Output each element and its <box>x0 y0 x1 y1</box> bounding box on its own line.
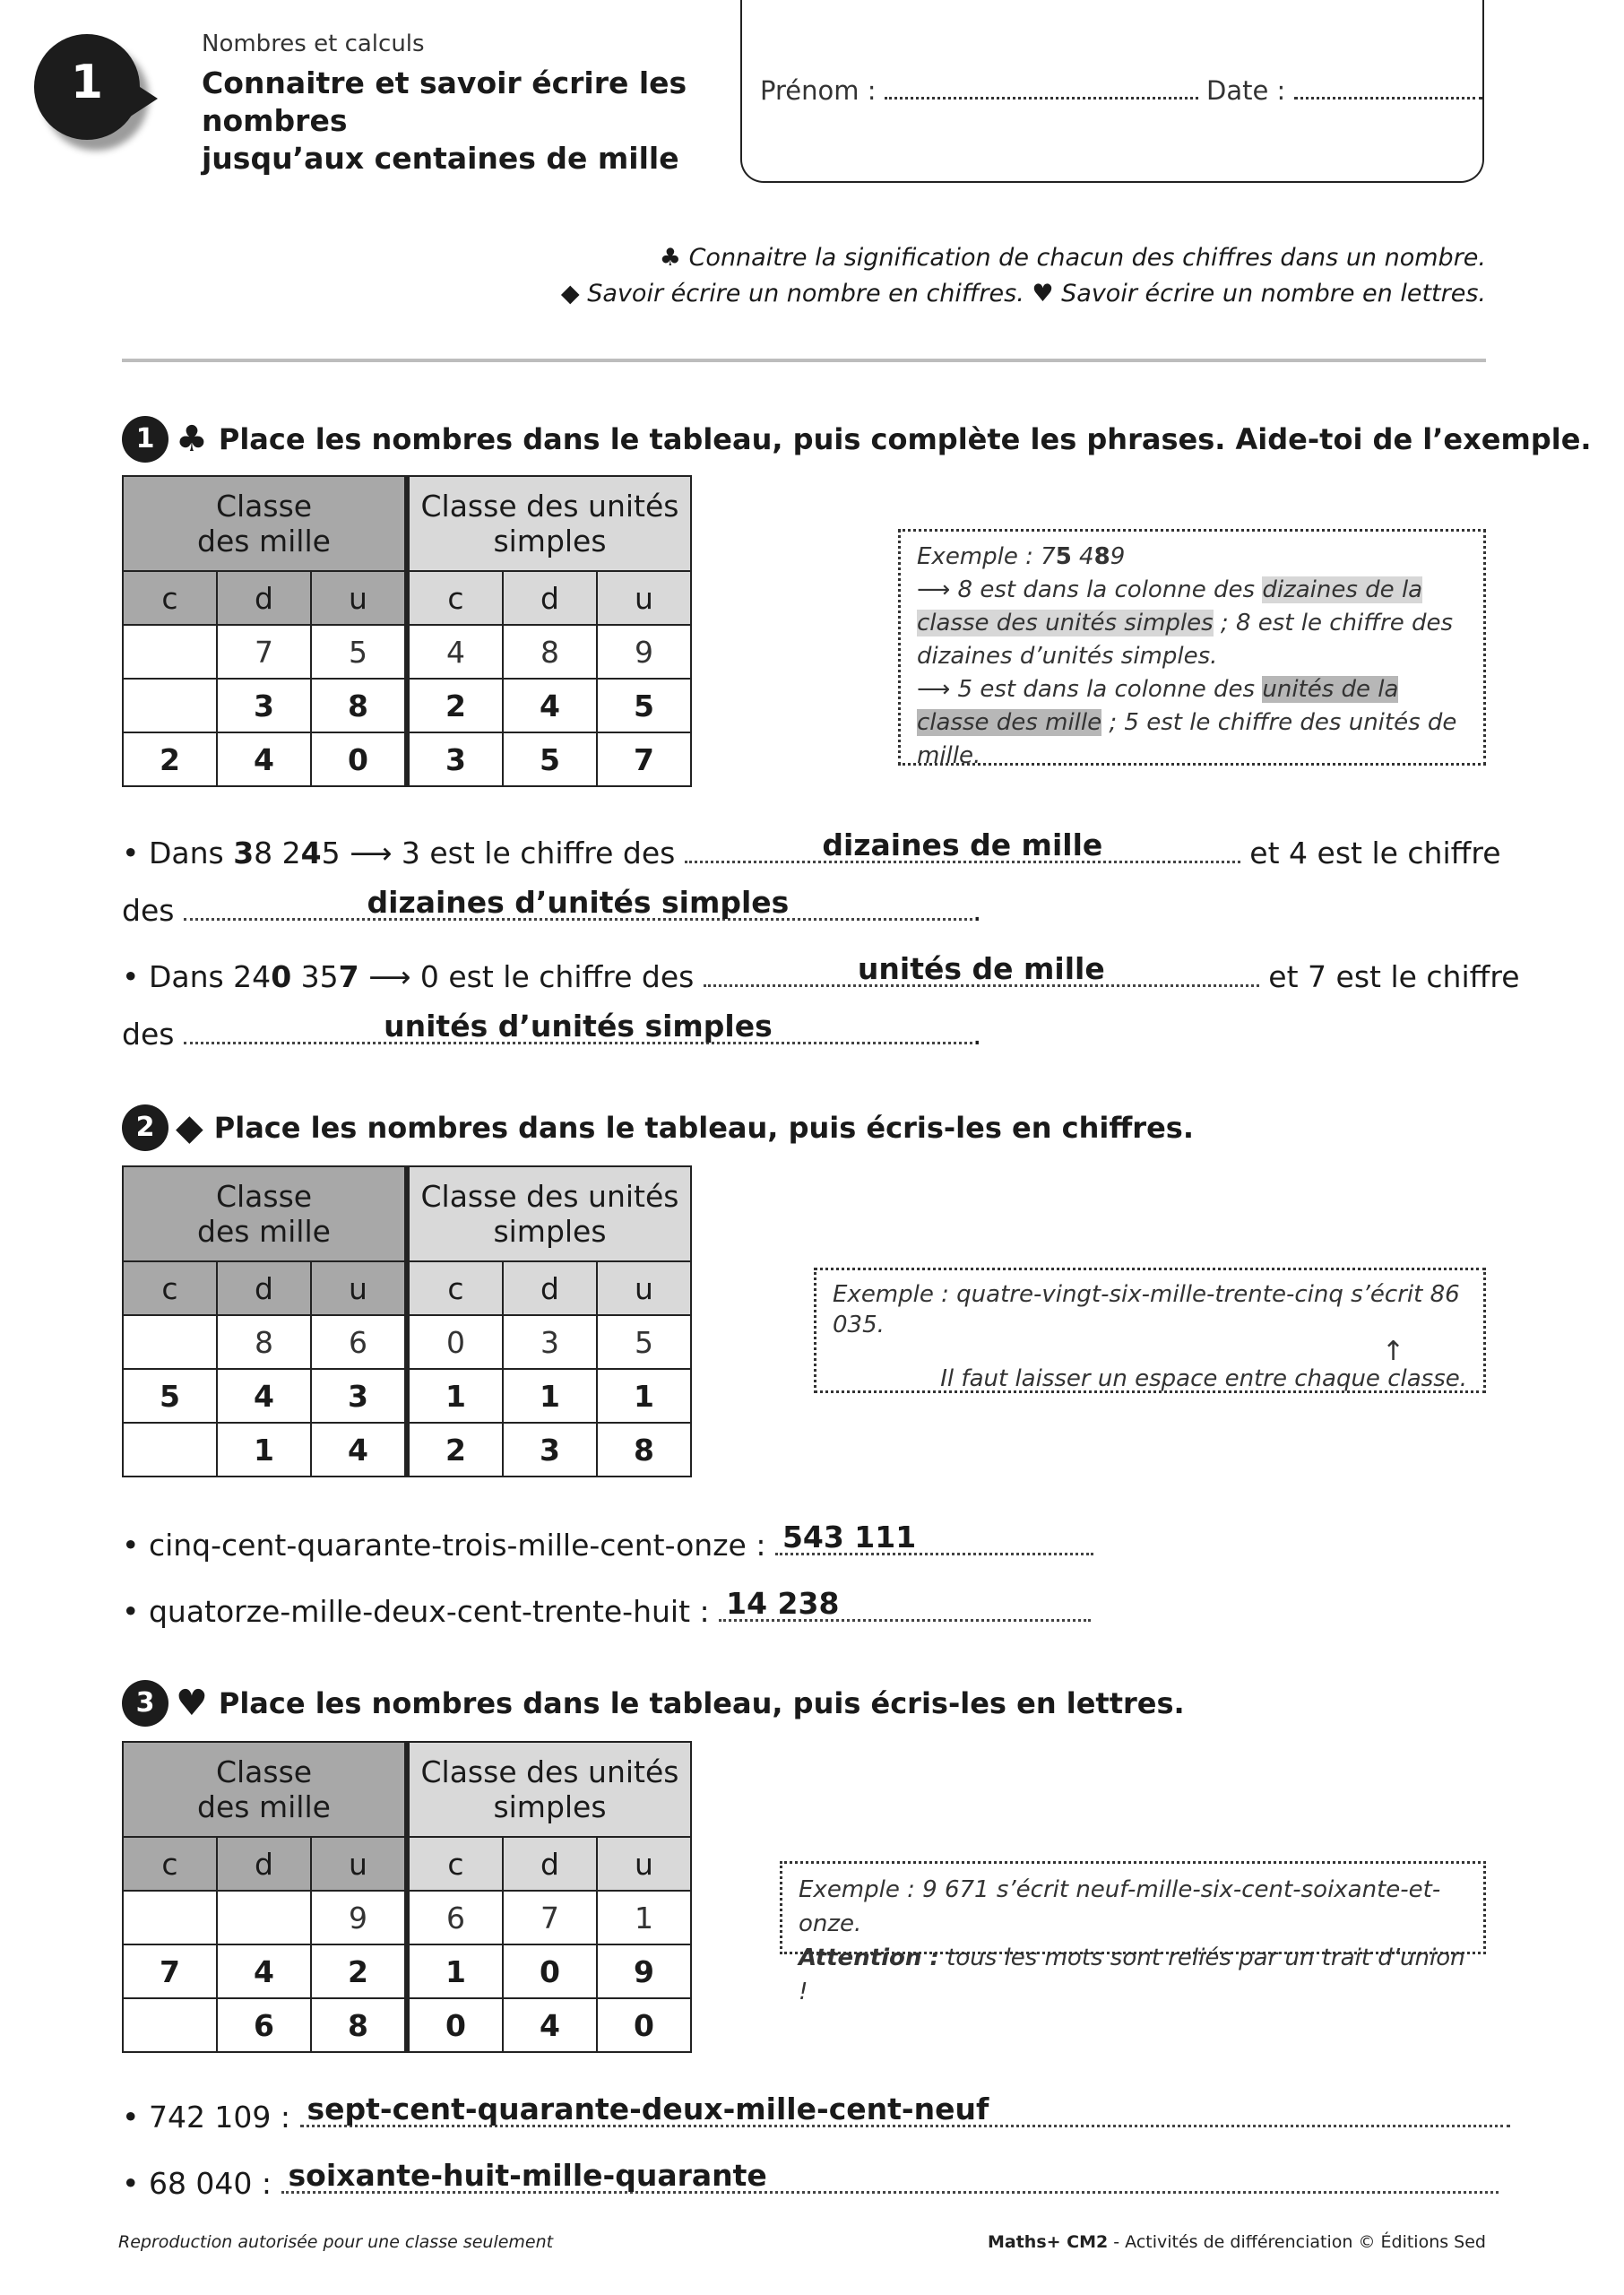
footer-credits: Maths+ CM2 - Activités de différenciation © Éditions Sed <box>987 2232 1486 2252</box>
ex1-sentence-2b: des unités d’unités simples . <box>122 1009 982 1052</box>
table-cell[interactable]: 8 <box>311 1998 407 2052</box>
answer-blank[interactable]: unités d’unités simples <box>184 1011 972 1044</box>
ex2-heading <box>122 1104 1194 1151</box>
table-cell[interactable]: 4 <box>217 1944 311 1998</box>
table-cell[interactable]: 0 <box>407 1998 503 2052</box>
ex3-heading <box>122 1680 1185 1727</box>
table-cell[interactable] <box>123 1891 217 1944</box>
table-cell[interactable]: 2 <box>311 1944 407 1998</box>
table-cell[interactable]: 6 <box>311 1315 407 1369</box>
table-cell[interactable]: 4 <box>217 1369 311 1423</box>
table-row <box>123 1369 691 1423</box>
table-cell[interactable]: 5 <box>597 679 691 732</box>
col-u: u <box>597 1837 691 1891</box>
table-cell[interactable]: 5 <box>311 625 407 679</box>
col-c: c <box>407 1837 503 1891</box>
header-class-unites: Classe des unités simples <box>407 1742 691 1837</box>
ex2-place-value-table <box>122 1165 692 1477</box>
table-cell[interactable] <box>123 625 217 679</box>
title-line-2: jusqu’aux centaines de mille <box>202 141 679 176</box>
answer-blank[interactable]: soixante-huit-mille-quarante <box>281 2161 1499 2194</box>
ex1-instruction: Place les nombres dans le tableau, puis complète les phrases. Aide-toi de l’exemple. <box>218 422 1592 456</box>
arrow-up-icon: ↑ <box>1381 1336 1404 1367</box>
col-c: c <box>123 1261 217 1315</box>
table-cell[interactable]: 5 <box>597 1315 691 1369</box>
table-row <box>123 1315 691 1369</box>
table-cell[interactable]: 6 <box>407 1891 503 1944</box>
table-cell[interactable]: 3 <box>217 679 311 732</box>
example-number: Exemple : 75 489 <box>917 543 1126 570</box>
ex1-place-value-table <box>122 475 692 787</box>
col-u: u <box>311 571 407 625</box>
col-c: c <box>407 1261 503 1315</box>
ex2-number-badge: 2 <box>122 1104 168 1151</box>
col-u: u <box>311 1837 407 1891</box>
footer-copyright-note: Reproduction autorisée pour une classe seulement <box>118 2232 554 2252</box>
table-row <box>123 625 691 679</box>
table-cell[interactable]: 4 <box>503 679 597 732</box>
date-field[interactable] <box>1206 74 1482 106</box>
chapter-number: 1 <box>70 56 104 109</box>
example-explanation-a: ⟶ 8 est dans la colonne des dizaines de la classe des unités simples ; 8 est le chiffre des dizaines d’unités simples. <box>917 576 1454 670</box>
answer-blank[interactable]: dizaines d’unités simples <box>184 888 972 921</box>
title-line-1: Connaitre et savoir écrire les nombres <box>202 65 687 138</box>
answer-blank[interactable]: unités de mille <box>704 954 1259 987</box>
club-icon: ♣ <box>176 419 208 460</box>
ex3-number-badge: 3 <box>122 1680 168 1727</box>
table-cell[interactable]: 0 <box>311 732 407 786</box>
table-cell[interactable]: 5 <box>503 732 597 786</box>
col-d: d <box>503 571 597 625</box>
table-cell[interactable]: 1 <box>503 1369 597 1423</box>
example-line-1: Exemple : 9 671 s’écrit neuf-mille-six-cent-soixante-et-onze. <box>799 1876 1441 1937</box>
table-cell[interactable]: 3 <box>311 1369 407 1423</box>
col-u: u <box>597 1261 691 1315</box>
table-cell[interactable]: 2 <box>407 1423 503 1477</box>
ex2-question-1: • cinq-cent-quarante-trois-mille-cent-onze : 543 111 <box>122 1522 1093 1563</box>
col-u: u <box>597 571 691 625</box>
col-d: d <box>503 1261 597 1315</box>
col-d: d <box>217 1837 311 1891</box>
col-c: c <box>123 1837 217 1891</box>
col-d: d <box>217 571 311 625</box>
date-blank[interactable] <box>1294 74 1482 100</box>
table-row <box>123 1423 691 1477</box>
table-cell[interactable]: 3 <box>407 732 503 786</box>
col-c: c <box>407 571 503 625</box>
table-cell[interactable]: 0 <box>503 1944 597 1998</box>
page-title <box>202 65 739 178</box>
ex1-number-badge: 1 <box>122 416 168 463</box>
table-cell[interactable]: 9 <box>597 1944 691 1998</box>
ex3-example-box <box>780 1861 1486 2005</box>
table-cell[interactable] <box>123 1998 217 2052</box>
example-explanation-b: ⟶ 5 est dans la colonne des unités de la classe des mille ; 5 est le chiffre des unités de mille. <box>917 676 1457 769</box>
table-cell[interactable]: 5 <box>123 1369 217 1423</box>
table-cell[interactable]: 9 <box>311 1891 407 1944</box>
table-cell[interactable]: 8 <box>311 679 407 732</box>
table-cell[interactable]: 0 <box>407 1315 503 1369</box>
table-cell[interactable]: 3 <box>503 1423 597 1477</box>
answer-blank[interactable]: sept-cent-quarante-deux-mille-cent-neuf <box>300 2094 1510 2127</box>
example-line-1: Exemple : quatre-vingt-six-mille-trente-cinq s’écrit 86 035. <box>833 1281 1460 1338</box>
header-class-unites: Classe des unités simples <box>407 1166 691 1261</box>
table-row <box>123 1944 691 1998</box>
table-cell[interactable]: 8 <box>217 1315 311 1369</box>
table-cell[interactable]: 8 <box>503 625 597 679</box>
ex3-instruction: Place les nombres dans le tableau, puis écris-les en lettres. <box>218 1686 1185 1720</box>
answer-blank[interactable]: dizaines de mille <box>685 830 1240 863</box>
prenom-field[interactable] <box>760 74 1198 106</box>
ex2-example-box <box>814 1268 1486 1393</box>
heart-icon: ♥ <box>176 1683 208 1724</box>
table-cell[interactable]: 2 <box>123 732 217 786</box>
table-cell[interactable]: 7 <box>597 732 691 786</box>
answer-blank[interactable]: 14 238 <box>719 1589 1091 1622</box>
table-cell[interactable]: 7 <box>217 625 311 679</box>
table-cell[interactable] <box>123 679 217 732</box>
ex3-question-2: • 68 040 : soixante-huit-mille-quarante <box>122 2161 1499 2201</box>
ex3-place-value-table <box>122 1741 692 2053</box>
table-cell[interactable]: 4 <box>407 625 503 679</box>
prenom-label: Prénom : <box>760 75 877 106</box>
table-cell[interactable]: 7 <box>123 1944 217 1998</box>
table-cell[interactable]: 1 <box>407 1369 503 1423</box>
table-cell[interactable]: 1 <box>407 1944 503 1998</box>
ex1-heading <box>122 416 1592 463</box>
name-date-box <box>740 0 1484 183</box>
ex1-sentence-1: • Dans 38 245 ⟶ 3 est le chiffre des dizaines de mille et 4 est le chiffre <box>122 827 1501 870</box>
table-cell[interactable]: 9 <box>597 625 691 679</box>
table-cell[interactable]: 4 <box>217 732 311 786</box>
ex1-example-box <box>898 529 1486 769</box>
table-cell[interactable]: 4 <box>503 1998 597 2052</box>
table-cell[interactable]: 4 <box>311 1423 407 1477</box>
ex1-sentence-1b: des dizaines d’unités simples . <box>122 885 982 928</box>
header-class-mille: Classe des mille <box>123 1166 407 1261</box>
ex1-sentence-2: • Dans 240 357 ⟶ 0 est le chiffre des unités de mille et 7 est le chiffre <box>122 951 1520 994</box>
answer-blank[interactable]: 543 111 <box>775 1522 1093 1555</box>
header-class-mille: Classe des mille <box>123 1742 407 1837</box>
table-row <box>123 1998 691 2052</box>
ex2-instruction: Place les nombres dans le tableau, puis écris-les en chiffres. <box>213 1111 1194 1145</box>
table-cell[interactable]: 2 <box>407 679 503 732</box>
objective-1: ♣ Connaitre la signification de chacun des chiffres dans un nombre. <box>659 244 1486 272</box>
subject-label: Nombres et calculs <box>202 30 425 57</box>
example-line-2: Attention : tous les mots sont reliés par un trait d’union ! <box>799 1944 1465 2005</box>
col-d: d <box>217 1261 311 1315</box>
header-class-mille: Classe des mille <box>123 476 407 571</box>
table-cell[interactable]: 7 <box>503 1891 597 1944</box>
table-row <box>123 679 691 732</box>
ex2-question-2: • quatorze-mille-deux-cent-trente-huit : 14 238 <box>122 1589 1091 1629</box>
table-row <box>123 1891 691 1944</box>
prenom-blank[interactable] <box>885 74 1198 100</box>
table-cell[interactable]: 6 <box>217 1998 311 2052</box>
table-cell[interactable]: 1 <box>597 1369 691 1423</box>
divider <box>122 359 1486 362</box>
table-row <box>123 732 691 786</box>
table-cell[interactable]: 1 <box>597 1891 691 1944</box>
table-cell[interactable] <box>123 1423 217 1477</box>
objective-2: ◆ Savoir écrire un nombre en chiffres. ♥ Savoir écrire un nombre en lettres. <box>560 280 1486 307</box>
table-cell[interactable]: 1 <box>217 1423 311 1477</box>
table-cell[interactable] <box>217 1891 311 1944</box>
table-cell[interactable]: 8 <box>597 1423 691 1477</box>
date-label: Date : <box>1206 75 1286 106</box>
header-class-unites: Classe des unités simples <box>407 476 691 571</box>
diamond-icon: ◆ <box>176 1107 203 1148</box>
col-c: c <box>123 571 217 625</box>
col-d: d <box>503 1837 597 1891</box>
example-line-2: Il faut laisser un espace entre chaque classe. <box>940 1365 1467 1392</box>
table-cell[interactable] <box>123 1315 217 1369</box>
ex3-question-1: • 742 109 : sept-cent-quarante-deux-mille-cent-neuf <box>122 2094 1510 2135</box>
table-cell[interactable]: 0 <box>597 1998 691 2052</box>
table-cell[interactable]: 3 <box>503 1315 597 1369</box>
col-u: u <box>311 1261 407 1315</box>
